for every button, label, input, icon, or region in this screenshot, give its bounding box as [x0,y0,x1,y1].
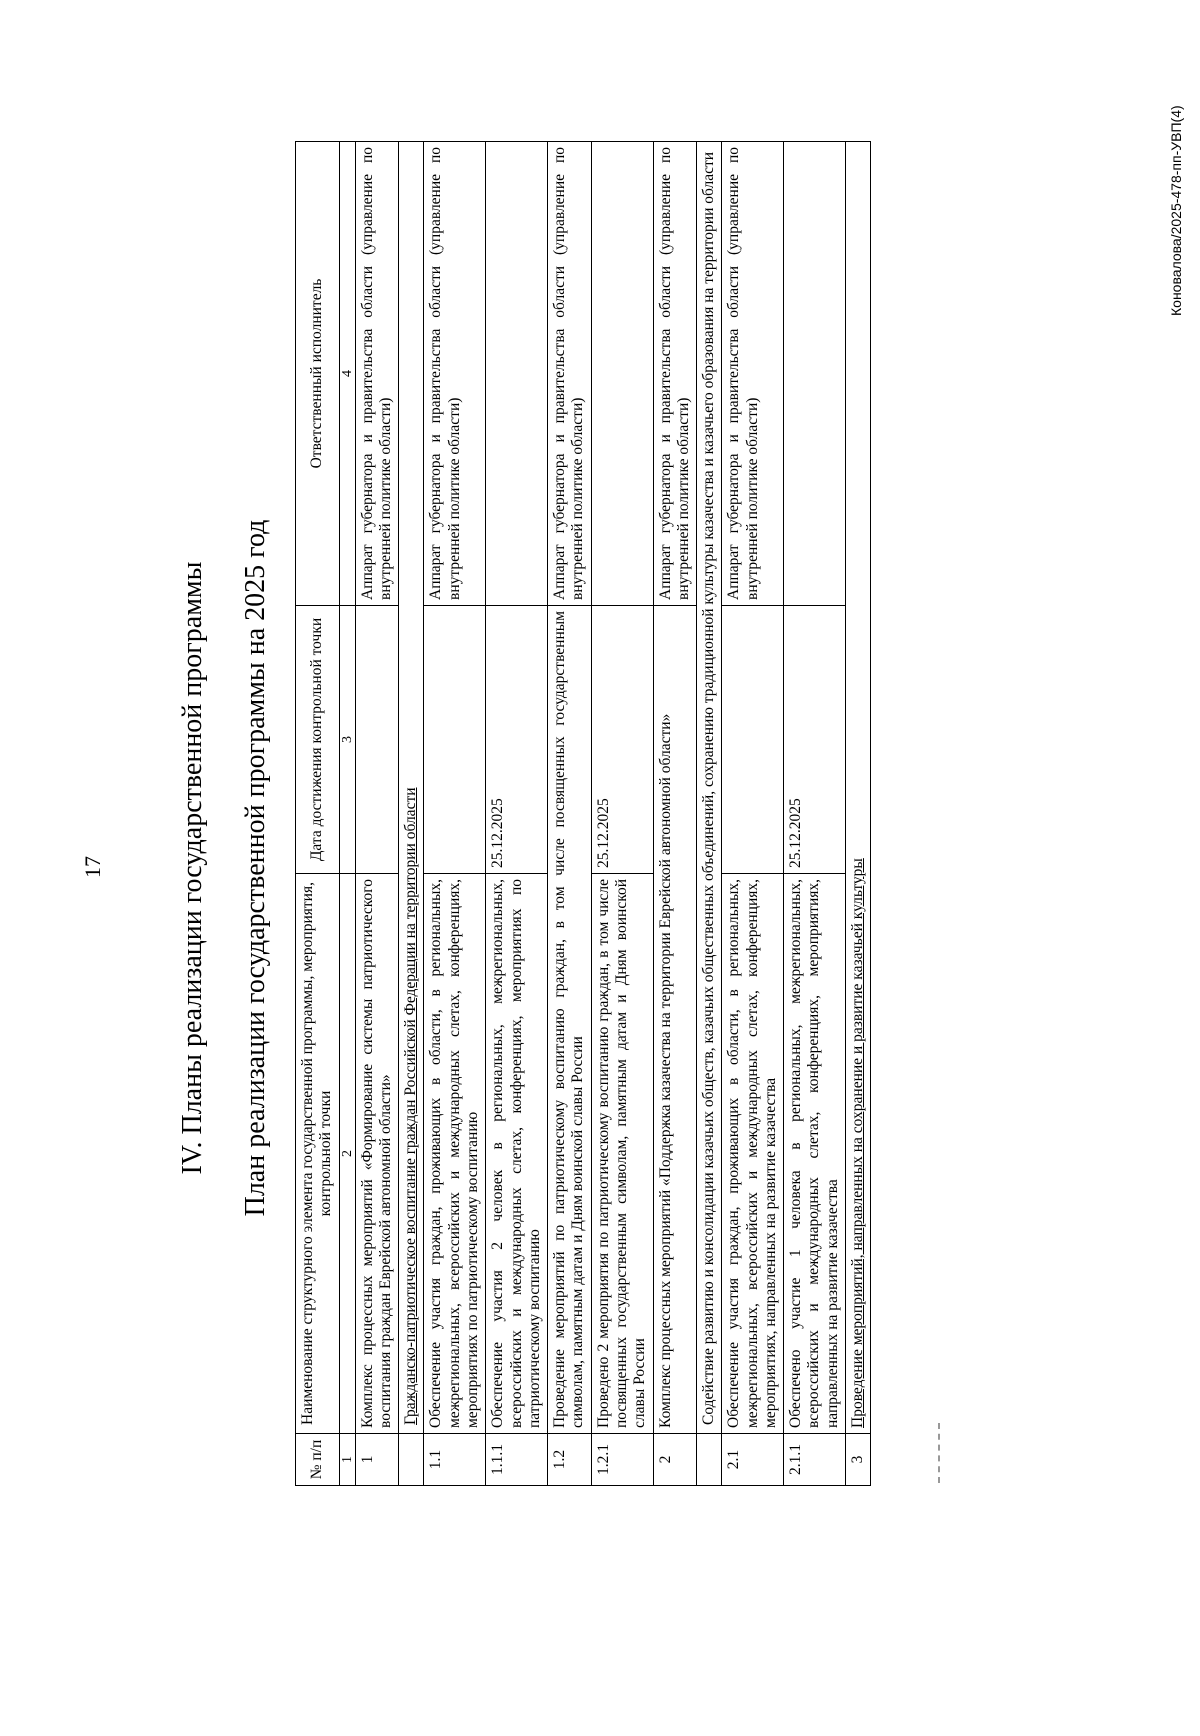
row-responsible: Аппарат губернатора и правительства области (управление по внутренней политике области) [424,142,486,606]
section-heading: Гражданско-патриотическое воспитание граждан Российской Федерации на территории области [399,142,424,1434]
table-row [424,142,486,1486]
table-row [846,142,871,1486]
row-date: 25.12.2025 [784,606,846,874]
row-name: Обеспечено участие 1 человека в региональных, межрегиональных, всероссийских и международных слетах, конференциях, мероприятиях, направленных на развитие казачества [784,874,846,1434]
table-row [784,142,846,1486]
column-index-row [339,142,355,1486]
header-responsible: Ответственный исполнитель [296,142,340,606]
row-name: Проведение мероприятий, направленных на сохранение и развитие казачьей культуры [846,142,871,1434]
column-index: 1 [339,1434,355,1486]
row-num: 2.1 [722,1434,784,1486]
row-responsible: Аппарат губернатора и правительства области (управление по внутренней политике области) [653,142,697,606]
row-num: 1.2.1 [591,1434,653,1486]
header-date: Дата достижения контрольной точки [296,606,340,874]
row-responsible [784,142,846,606]
footer-code: Коновалова/2025-478-пп-УВП(4) [1168,105,1184,316]
row-num: 1 [355,1434,399,1486]
row-date [355,606,399,874]
table-row [722,142,784,1486]
row-responsible: Аппарат губернатора и правительства области (управление по внутренней политике области) [355,142,399,606]
row-num: 2 [653,1434,697,1486]
row-responsible [486,142,548,606]
plan-title: План реализации государственной программы на 2025 год [240,519,271,1217]
row-name: Обеспечение участия граждан, проживающих в области, в региональных, межрегиональных, всероссийских и международных слетах, конференциях, мероприятиях, направленных на развитие казачества [722,874,784,1434]
row-name: Обеспечение участия граждан, проживающих в области, в региональных, межрегиональных, всероссийских и международных слетах, конференциях, мероприятиях по патриотическому воспитанию [424,874,486,1434]
table-row [355,142,399,1486]
table-row [486,142,548,1486]
section-heading: Содействие развитию и консолидации казачьих обществ, казачьих общественных объединений, сохранению традиционной культуры казачества и казачьего образования на территории области [697,142,722,1434]
section-row [697,142,722,1486]
row-num: 1.1 [424,1434,486,1486]
row-name: Проведено 2 мероприятия по патриотическому воспитанию граждан, в том числе посвященных государственным символам, памятным датам и Дням воинской славы России [591,874,653,1434]
row-date: 25.12.2025 [591,606,653,874]
page-number: 17 [80,856,105,878]
row-name: Комплекс процессных мероприятий «Формирование системы патриотического воспитания граждан Еврейской автономной области» [355,874,399,1434]
row-responsible: Аппарат губернатора и правительства области (управление по внутренней политике области) [548,142,592,606]
row-name: Проведение мероприятий по патриотическому воспитанию граждан, в том числе посвященных государственным символам, памятным датам и Дням воинской славы России [548,606,592,1434]
row-name: Обеспечение участия 2 человек в региональных, межрегиональных, всероссийских и международных слетах, конференциях, мероприятиях по патриотическому воспитанию [486,874,548,1434]
row-num: 1.2 [548,1434,592,1486]
scan-artifact [938,1423,943,1483]
row-responsible: Аппарат губернатора и правительства области (управление по внутренней политике области) [722,142,784,606]
table-row [591,142,653,1486]
table-row [548,142,592,1486]
table-header-row [296,142,340,1486]
row-name: Комплекс процессных мероприятий «Поддержка казачества на территории Еврейской автономной области» [653,606,697,1434]
header-num: № п/п [296,1434,340,1486]
column-index: 2 [339,874,355,1434]
section-row [399,142,424,1486]
column-index: 4 [339,142,355,606]
row-date: 25.12.2025 [486,606,548,874]
row-date [424,606,486,874]
row-date [722,606,784,874]
row-num: 3 [846,1434,871,1486]
section-title: IV. Планы реализации государственной программы [177,561,208,1175]
row-responsible [591,142,653,606]
row-num: 1.1.1 [486,1434,548,1486]
header-name: Наименование структурного элемента государственной программы, мероприятия, контрольной точки [296,874,340,1434]
row-num: 2.1.1 [784,1434,846,1486]
column-index: 3 [339,606,355,874]
plan-table [295,141,871,1486]
table-row [653,142,697,1486]
